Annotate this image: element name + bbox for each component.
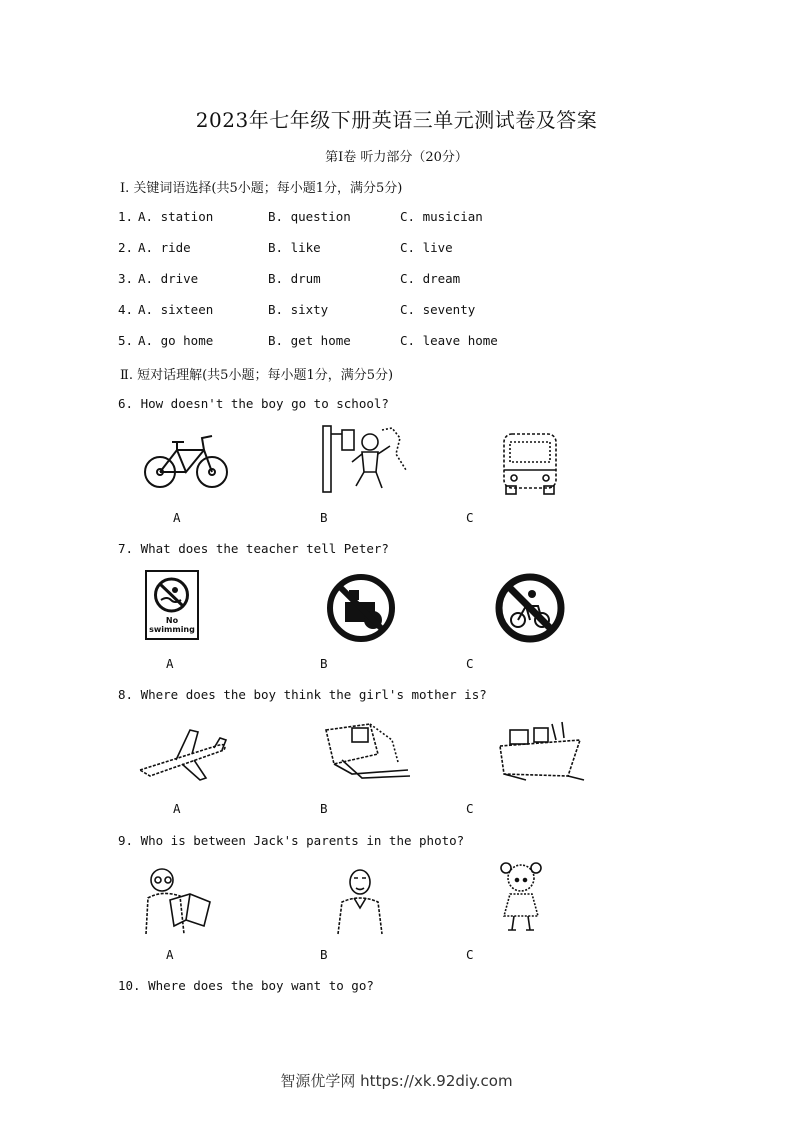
option-label-a: A [166,656,174,671]
option-a: A. drive [138,271,199,286]
question-8: 8. Where does the boy think the girl's mother is? [118,687,487,702]
option-a: A. station [138,209,214,224]
page-title: 2023年七年级下册英语三单元测试卷及答案 [195,108,598,132]
option-label-a: A [173,510,181,525]
option-a: A. ride [138,240,191,255]
option-b: B. sixty [268,302,329,317]
option-b: B. question [268,209,351,224]
sign-caption: No swimming [149,616,195,634]
walking-boy-icon [320,424,410,494]
item-number: 5. [118,333,134,348]
item-number: 4. [118,302,134,317]
option-label-c: C [466,656,474,671]
option-label-b: B [320,947,328,962]
ship-icon [496,718,586,784]
option-label-b: B [320,801,328,816]
option-label-c: C [466,801,474,816]
option-b: B. get home [268,333,351,348]
item-number: 3. [118,271,134,286]
item-number: 2. [118,240,134,255]
old-man-icon [330,864,390,936]
option-label-a: A [173,801,181,816]
no-drum-sign-icon [325,572,397,644]
question-6: 6. How doesn't the boy go to school? [118,396,389,411]
option-a: A. go home [138,333,214,348]
option-c: C. live [400,240,453,255]
question-10: 10. Where does the boy want to go? [118,978,374,993]
item-number: 1. [118,209,134,224]
option-c: C. dream [400,271,461,286]
bus-icon [498,430,562,496]
option-a: A. sixteen [138,302,214,317]
option-label-b: B [320,510,328,525]
part-subtitle: 第Ⅰ卷 听力部分（20分） [325,150,468,165]
no-swimming-sign-icon [145,570,199,640]
question-9: 9. Who is between Jack's parents in the photo? [118,833,465,848]
no-cycling-sign-icon [494,572,566,644]
option-c: C. leave home [400,333,498,348]
option-b: B. like [268,240,321,255]
option-c: C. seventy [400,302,476,317]
bicycle-icon [142,430,232,492]
girl-icon [496,860,546,934]
option-label-c: C [466,510,474,525]
question-7: 7. What does the teacher tell Peter? [118,541,389,556]
train-icon [322,718,414,784]
airplane-icon [136,728,230,782]
prohibition-circle-icon [147,574,196,616]
option-label-c: C [466,947,474,962]
section1-heading: Ⅰ. 关键词语选择(共5小题；每小题1分，满分5分) [120,181,403,196]
option-label-b: B [320,656,328,671]
footer-watermark[interactable]: 智源优学网 https://xk.92diy.com [280,1072,513,1090]
option-label-a: A [166,947,174,962]
man-reading-icon [140,864,214,936]
option-c: C. musician [400,209,483,224]
option-b: B. drum [268,271,321,286]
section2-heading: Ⅱ. 短对话理解(共5小题；每小题1分，满分5分) [120,368,394,383]
